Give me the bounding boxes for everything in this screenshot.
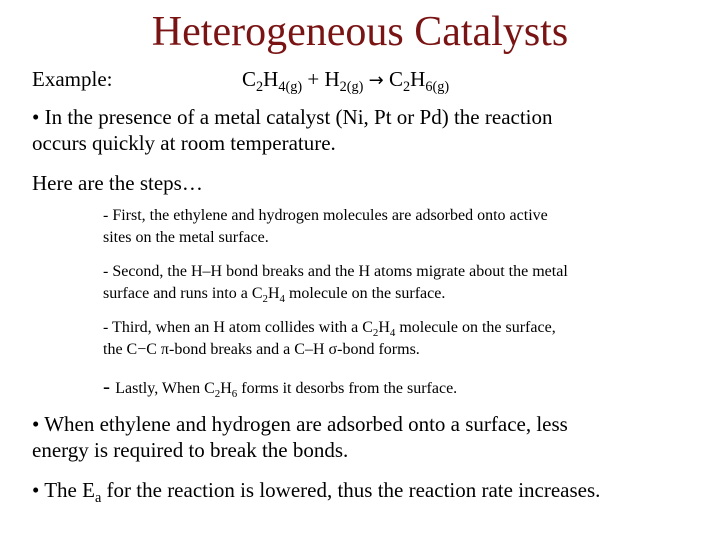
- step-lastly: - Lastly, When $C_2H_6$ forms it desorbs from the surface.: [103, 374, 458, 400]
- step-third: - Third, when an H atom collides with a $C_2H_4$ molecule on the surface, the C−C π-bond breaks and a C–H σ-bond forms.: [103, 319, 556, 358]
- plus-sign: +: [307, 67, 320, 91]
- example-label: Example:: [32, 67, 113, 91]
- steps-intro: Here are the steps…: [32, 171, 203, 195]
- reactant-hydrogen: $H_{2(g)}$: [324, 67, 364, 95]
- step-second: - Second, the H–H bond breaks and the H atoms migrate about the metal surface and runs into a $C_2H_4$ molecule on the surface.: [103, 263, 568, 305]
- reaction-equation: [242, 66, 449, 94]
- step-first: - First, the ethylene and hydrogen molecules are adsorbed onto active sites on the metal surface.: [103, 207, 548, 246]
- reactant-ethylene: $C_2H_{4(g)}$: [242, 67, 303, 95]
- arrow-icon: →: [368, 70, 384, 91]
- bullet-catalyst: • In the presence of a metal catalyst (Ni, Pt or Pd) the reaction occurs quickly at room temperature.: [32, 105, 553, 155]
- product-ethane: $C_2H_{6(g)}$: [389, 67, 450, 95]
- slide-title: Heterogeneous Catalysts: [151, 9, 569, 55]
- bullet-adsorption: • When ethylene and hydrogen are adsorbed onto a surface, less energy is required to break the bonds.: [32, 412, 568, 462]
- bullet-activation-energy: • The $E_a$ for the reaction is lowered, thus the reaction rate increases.: [32, 478, 601, 506]
